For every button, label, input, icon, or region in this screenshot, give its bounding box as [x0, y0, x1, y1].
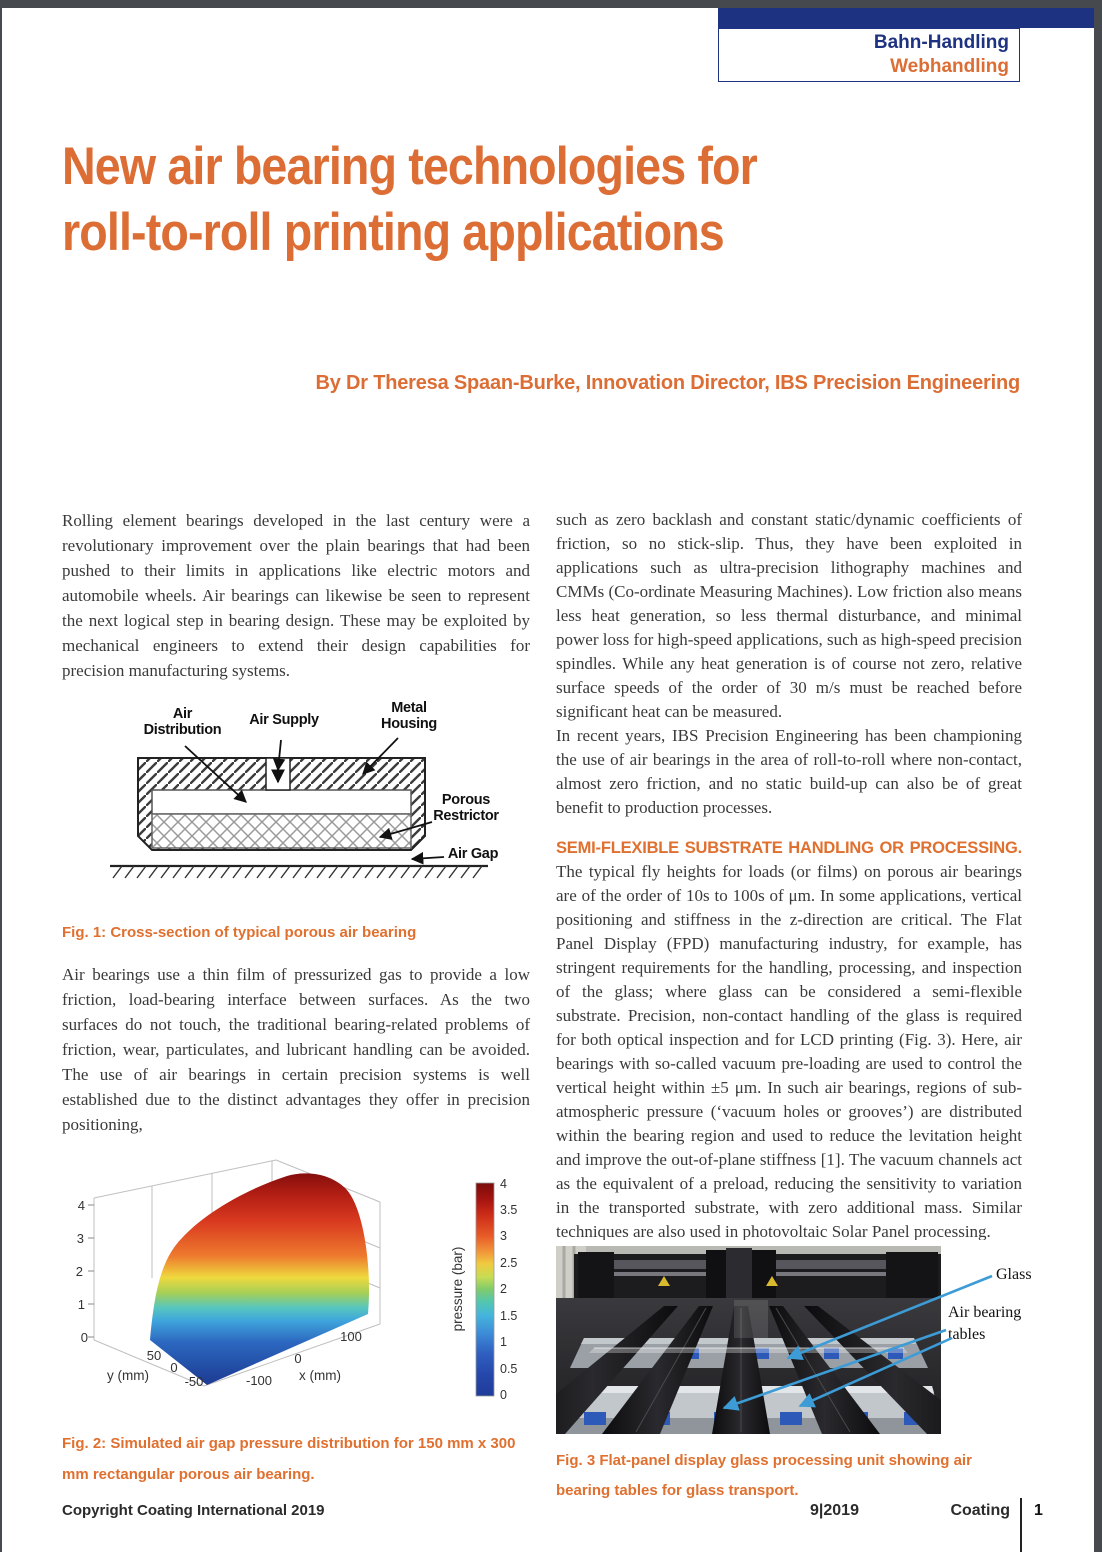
svg-text:2: 2	[500, 1282, 507, 1296]
category-label-english: Webhandling	[890, 56, 1009, 77]
fig2-x-axis-label: x (mm)	[299, 1368, 341, 1383]
svg-text:-50: -50	[184, 1374, 204, 1389]
footer-copyright: Copyright Coating International 2019	[62, 1502, 325, 1519]
fig2-colorbar-label: pressure (bar)	[450, 1246, 465, 1332]
fig1-label-air-supply: Air Supply	[249, 712, 319, 728]
right-paragraph-2: In recent years, IBS Precision Engineering has been championing the use of air bearings in the area of roll-to-roll where non-contact, almost zero friction, and no static build-up can also be of great benefit to production processes.	[556, 726, 1022, 817]
right-text-block-1	[556, 508, 1022, 820]
svg-text:0: 0	[294, 1351, 302, 1366]
svg-text:3: 3	[76, 1231, 84, 1246]
svg-text:0.5: 0.5	[500, 1362, 518, 1376]
fig1-label-metal-housing: Metal Housing	[381, 700, 437, 732]
fig1-air-distribution-shape	[152, 790, 411, 814]
fig1-porous-restrictor-shape	[152, 814, 411, 848]
svg-text:4: 4	[77, 1198, 85, 1213]
article-byline: By Dr Theresa Spaan-Burke, Innovation Director, IBS Precision Engineering	[315, 372, 1020, 394]
svg-text:4: 4	[500, 1177, 507, 1191]
article-title: New air bearing technologies for roll-to-roll printing applications	[62, 137, 757, 262]
svg-text:0: 0	[500, 1388, 507, 1402]
section-heading: SEMI-FLEXIBLE SUBSTRATE HANDLING OR PROCESSING.	[556, 839, 1022, 857]
category-box	[718, 28, 1020, 82]
fig3-photo-figure	[556, 1246, 1096, 1436]
svg-text:50: 50	[146, 1348, 162, 1363]
svg-text:100: 100	[340, 1329, 362, 1344]
svg-text:1.5: 1.5	[500, 1309, 518, 1323]
fig3-annotation-arrows	[556, 1246, 1096, 1436]
svg-text:1: 1	[77, 1297, 85, 1312]
left-paragraph-2: Air bearings use a thin film of pressurized gas to provide a low friction, load-bearing interface between surfaces. As the two surfaces do not touch, the traditional bearing-related problems of friction, wear, particulates, and lubricant handling can be avoided. The use of air bearings in certain precision systems is well established due to the distinct advantages they offer in precision positioning,	[62, 965, 530, 1134]
page-frame-top	[0, 0, 1102, 8]
fig3-label-air-bearing-tables: Air bearing tables	[948, 1304, 1022, 1343]
fig2-y-axis-label: y (mm)	[107, 1368, 149, 1383]
fig3-label-glass: Glass	[996, 1266, 1032, 1283]
svg-text:3: 3	[500, 1229, 507, 1243]
fig2-pressure-surface	[150, 1173, 369, 1385]
svg-text:-100: -100	[245, 1373, 273, 1388]
right-section-block	[556, 836, 1022, 1240]
svg-text:0: 0	[170, 1360, 178, 1375]
footer-journal-name: Coating	[950, 1502, 1010, 1519]
category-color-bar	[718, 8, 1094, 28]
fig1-caption: Fig. 1: Cross-section of typical porous air bearing	[62, 924, 417, 941]
fig1-label-air-gap: Air Gap	[447, 846, 499, 862]
category-label-german: Bahn-Handling	[873, 32, 1009, 53]
svg-text:2: 2	[75, 1264, 83, 1279]
fig1-ground-hatch	[113, 866, 482, 878]
page-frame-left	[0, 0, 2, 1552]
svg-text:3.5: 3.5	[500, 1203, 518, 1217]
fig2-surface-plot	[62, 1128, 530, 1424]
right-paragraph-1: such as zero backlash and constant static/dynamic coefficients of friction, so no stick-slip. Thus, they have been exploited in applications such as ultra-precision lithography machines and CMMs (Co-ordinate Measuring Machines). Low friction also means less heat generation, so less thermal disturbance, and minimal power loss for high-speed applications, such as high-speed precision spindles. While any heat generation is of course not zero, relative surface speeds of the order of 30 m/s must be reached before significant heat can be measured.	[556, 510, 1022, 721]
footer-divider	[1020, 1498, 1022, 1552]
section-body: The typical fly heights for loads (or films) on porous air bearings are of the order of 10s to 100s of μm. In some applications, vertical positioning and stiffness in the z-direction are critical. The Flat Panel Display (FPD) manufacturing industry, for example, has stringent requirements for the handling, processing, and inspection of the glass; where glass can be considered a semi-flexible substrate. Precision, non-contact handling of the glass is required for both optical inspection and for LCD printing (Fig. 3). Here, air bearings with so-called vacuum pre-loading are used to control the vertical height within ±5 μm. In such air bearings, regions of sub-atmospheric pressure (‘vacuum holes or grooves’) are distributed within the bearing region and used to reduce the levitation height and improve the out-of-plane stiffness [1]. The vacuum channels act as the equivalent of a preload, reducing the sensitivity to variation in the transported substrate, with zero additional mass. Similar techniques are also used in photovoltaic Solar Panel processing.	[556, 862, 1022, 1240]
svg-text:0: 0	[80, 1330, 88, 1345]
fig3-caption: Fig. 3 Flat-panel display glass processing unit showing air bearing tables for glass transport.	[556, 1452, 972, 1499]
fig2-z-ticks	[88, 1205, 94, 1337]
fig1-label-porous-restrictor: Porous Restrictor	[433, 792, 499, 824]
fig1-label-air-distribution: Air Distribution	[143, 706, 222, 738]
footer-issue: 9|2019	[810, 1502, 859, 1519]
fig2-colorbar-ticks	[500, 1177, 517, 1402]
footer-page-number: 1	[1034, 1502, 1043, 1519]
fig2-caption: Fig. 2: Simulated air gap pressure distribution for 150 mm x 300 mm rectangular porous air bearing.	[62, 1435, 516, 1483]
fig2-chart	[62, 1128, 530, 1424]
section-paragraph	[556, 836, 1022, 1240]
fig2-colorbar	[476, 1183, 494, 1396]
fig2-z-tick-labels	[76, 1198, 88, 1345]
svg-text:2.5: 2.5	[500, 1256, 518, 1270]
left-paragraph-1: Rolling element bearings developed in the last century were a revolutionary improvement over the plain bearings that had been pushed to their limits in applications like electric motors and automobile wheels. Air bearings can likewise be seen to represent the next logical step in bearing design. These may be exploited by mechanical engineers to extend their design capabilities for precision manufacturing systems.	[62, 511, 530, 680]
svg-text:1: 1	[500, 1335, 507, 1349]
fig1-diagram	[80, 696, 510, 914]
